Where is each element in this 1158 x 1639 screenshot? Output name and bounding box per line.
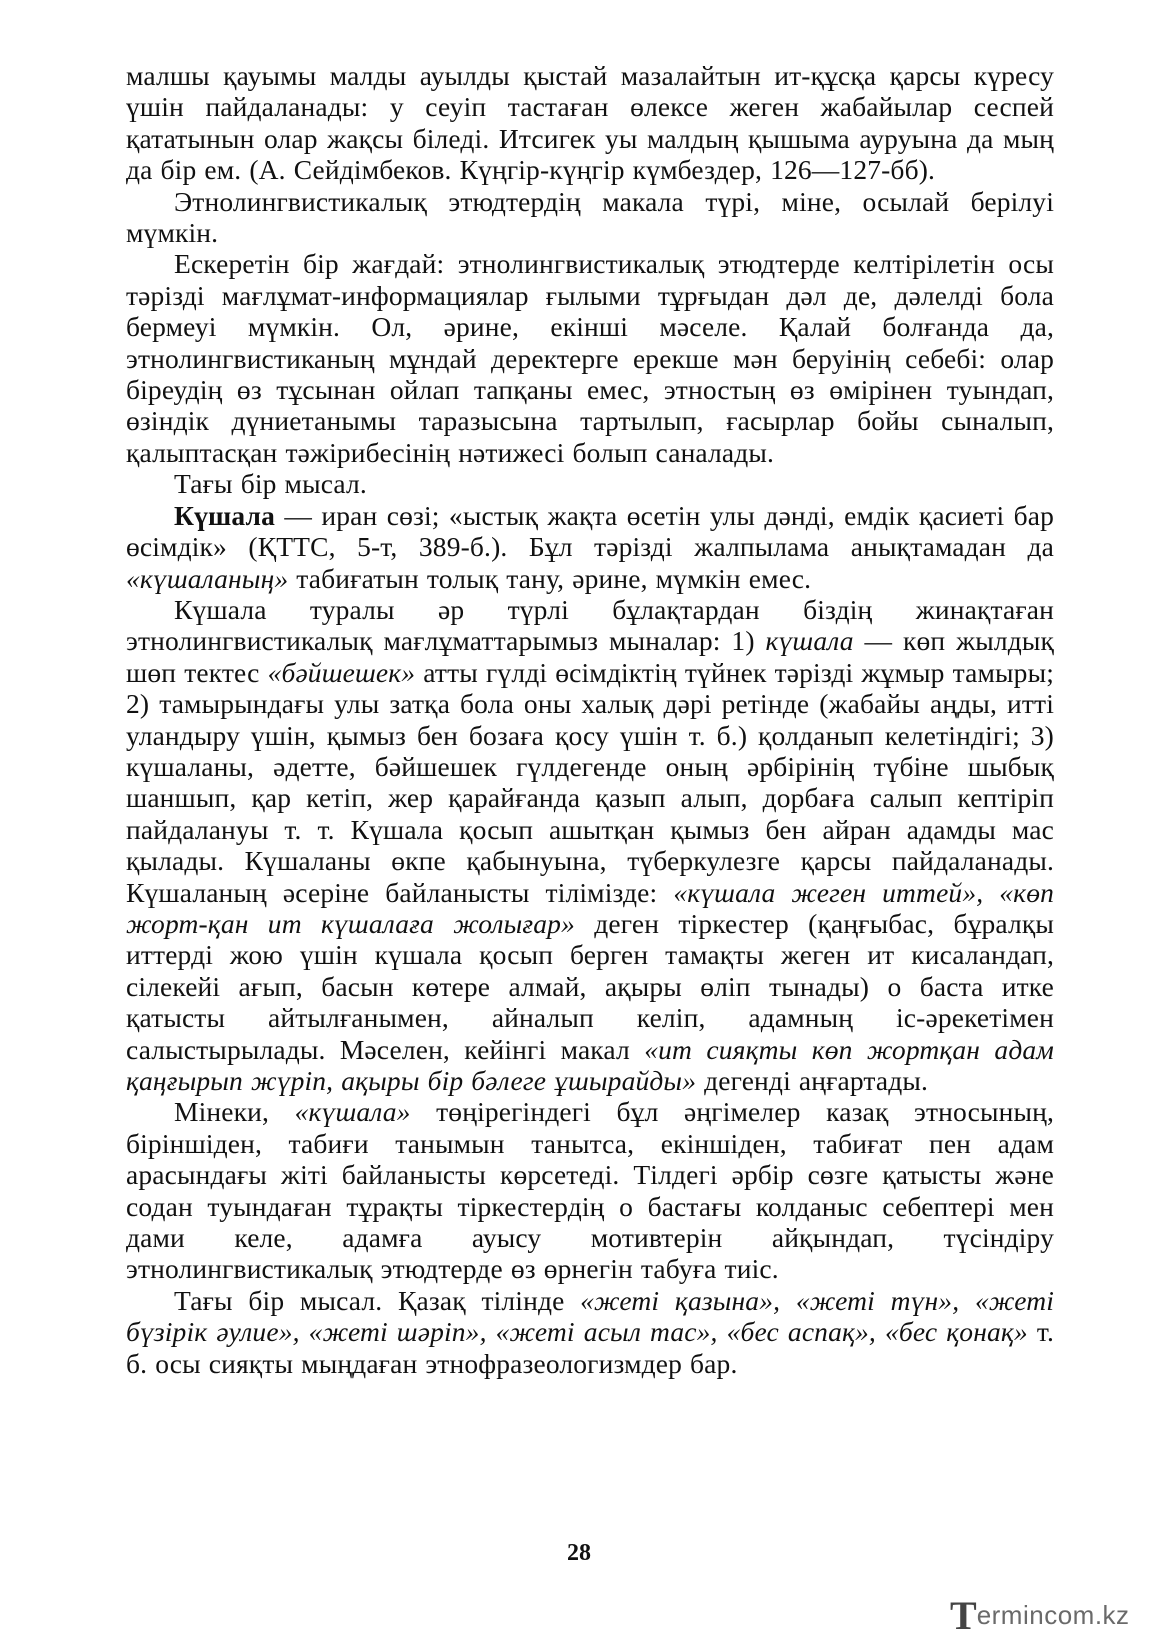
text-run: т. б. осы сияқты мыңдаған этнофразеологизмдер бар. xyxy=(126,1316,1055,1379)
text-run: атты гүлді өсімдіктің түйнек тәрізді жұмыр тамыры; 2) тамырындағы улы затқа бола оны халық дәрі ретінде (жабайы аңды, итті уландыру үшін, қымыз бен бозаға қосу үшін т. б.) қолданып келетіндігі; 3) күшаланы, әдетте, бәйшешек гүлдегенде оның әрбірінің түбіне шыбық шаншып, қар кетіп, жер қарайғанда қазып алып, дорбаға салып кептіріп пайдалануы т. т. Күшала қосып ашытқан қымыз бен айран адамды мас қылады. Күшаланы өкпе қабынуына, түберкулезге қарсы пайдаланады. Күшаланың әсеріне байланысты тілімізде: xyxy=(126,656,1054,908)
page-number: 28 xyxy=(567,1540,591,1566)
paragraph xyxy=(126,186,1054,249)
italic-phrase: «күшала жеген иттей», «көп жорт-қан ит күшалаға жолығар» xyxy=(126,876,1054,939)
italic-phrase: «бәйшешек» xyxy=(267,656,416,688)
text-run: төңірегіндегі бұл әңгімелер казақ этносының, біріншіден, табиғи танымын танытса, екіншіден, табиғат пен адам арасындағы жіті байланысты көрсетеді. Тілдегі әрбір сөзге қатысты және содан туындаған тұрақты тіркестердің о бастағы колданыс себептері мен дами келе, адамға ауысу мотивтерін айқындап, түсіндіру этнолингвистикалық этюдтерде өз өрнегін табуға тиіс. xyxy=(126,1096,1054,1285)
paragraph xyxy=(126,500,1054,594)
paragraph xyxy=(126,1096,1054,1284)
text-run: Ескеретін бір жағдай: этнолингвистикалық этюдтерде келтірілетін осы тәрізді мағлұмат-информациялар ғылыми тұрғыдан дәл де, дәлелді бола бермеуі мүмкін. Ол, әрине, екінші мәселе. Қалай болғанда да, этнолингвистиканың мұндай деректерге ерекше мән беруінің себебі: олар біреудің өз тұсынан ойлап тапқаны емес, этностың өз өмірінен туындап, өзіндік дүниетанымы таразысына тартылып, ғасырлар бойы сыналып, қалыптасқан тәжірибесінің нәтижесі болып саналады. xyxy=(126,248,1054,468)
site-watermark xyxy=(950,1592,1150,1638)
text-run: Мінеки, xyxy=(174,1096,295,1128)
paragraph xyxy=(126,248,1054,468)
italic-phrase: «күшала» xyxy=(294,1096,411,1128)
italic-phrase: күшала xyxy=(765,625,854,657)
bold-term: Күшала xyxy=(174,499,275,531)
text-run: деген тіркестер (қаңғыбас, бұралқы иттерді жою үшін күшала қосып берген тамақты жеген ит кисаландап, сілекейі ағып, басын көтере алмай, ақыры өліп тынады) о баста итке қатысты айтылғанымен, айналып келіп, адамның іс-әрекетімен салыстырылады. Мәселен, кейінгі макал xyxy=(126,907,1055,1065)
text-run: — көп жылдық шөп тектес xyxy=(126,625,1055,688)
paragraph xyxy=(126,1285,1054,1379)
text-run: Тағы бір мысал. Қазақ тілінде xyxy=(174,1284,581,1316)
text-run: табиғатын толық тану, әрине, мүмкін емес. xyxy=(288,562,812,594)
italic-phrase: «жеті қазына», «жеті түн», «жеті бүзірік әулие», «жеті шәріп», «жеті асыл тас», «бес аспақ», «бес қонақ» xyxy=(126,1284,1054,1348)
italic-phrase: «ит сияқты көп жортқан адам қаңғырып жүріп, ақыры бір бәлеге ұшырайды» xyxy=(126,1033,1054,1096)
text-run: дегенді аңғартады. xyxy=(696,1065,929,1096)
text-run: Күшала туралы әр түрлі бұлақтардан біздің жинақтаған этнолингвистикалық мағлұматтарымыз мыналар: 1) xyxy=(126,593,1054,657)
watermark-text: ermincom.kz xyxy=(976,1599,1130,1630)
paragraph xyxy=(126,60,1054,186)
text-run: Тағы бір мысал. xyxy=(174,468,367,500)
text-run: Этнолингвистикалық этюдтердің макала түрі, міне, осылай берілуі мүмкін. xyxy=(126,185,1054,249)
italic-phrase: «күшаланың» xyxy=(126,562,289,594)
page-body xyxy=(126,60,1054,1379)
text-run: малшы қауымы малды ауылды қыстай мазалайтын ит-құсқа қарсы күресу үшін пайдаланады: у сеуіп тастаған өлексе жеген жабайылар сеспей қататынын олар жақсы біледі. Итсигек уы малдың қышыма ауруына да мың да бір ем. (А. Сейдімбеков. Күңгір-күңгір күмбездер, 126—127-бб). xyxy=(126,60,1054,186)
watermark-initial: T xyxy=(950,1592,976,1638)
text-run: — иран сөзі; «ыстық жақта өсетін улы дәнді, емдік қасиеті бар өсімдік» (ҚТТС, 5-т, 389-б.). Бұл тәрізді жалпылама анықтамадан да xyxy=(126,499,1054,563)
paragraph xyxy=(126,594,1054,1097)
paragraph xyxy=(126,468,1054,499)
